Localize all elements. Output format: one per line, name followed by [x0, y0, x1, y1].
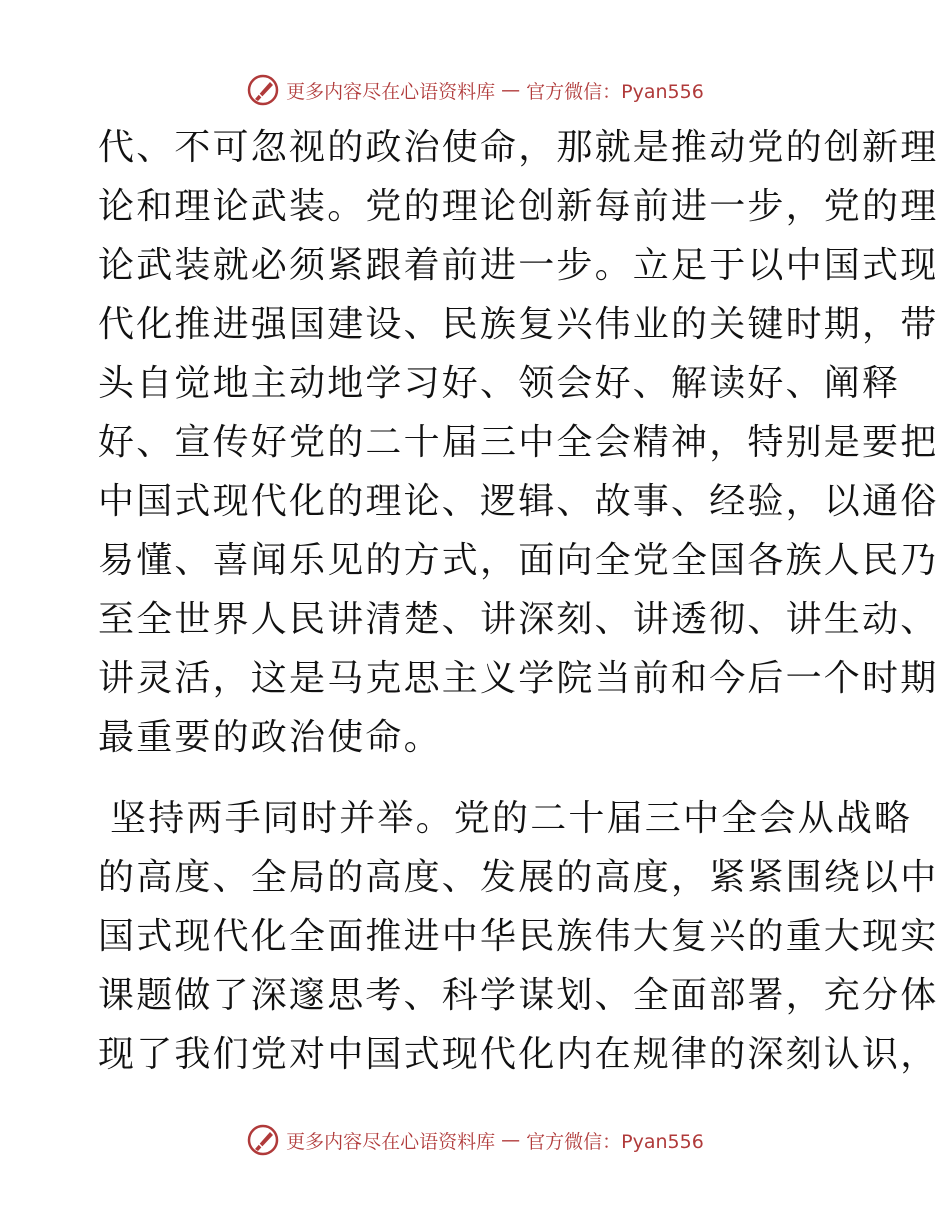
quill-logo-icon [246, 1123, 280, 1157]
paragraph-2 [98, 789, 939, 1084]
text-line: 代化推进强国建设、民族复兴伟业的关键时期，带 [98, 304, 939, 345]
quill-logo-icon [246, 73, 280, 107]
paragraph-spacer [98, 767, 854, 789]
text-line: 至全世界人民讲清楚、讲深刻、讲透彻、讲生动、 [98, 599, 939, 640]
text-line: 头自觉地主动地学习好、领会好、解读好、阐释 [98, 363, 901, 404]
document-body [98, 118, 939, 1084]
text-line: 代、不可忽视的政治使命，那就是推动党的创新理 [98, 127, 939, 168]
paragraph-1 [98, 118, 939, 767]
footer-banner [0, 1120, 950, 1160]
header-banner [0, 70, 950, 110]
text-line: 最重要的政治使命。 [98, 717, 442, 758]
text-line: 好、宣传好党的二十届三中全会精神，特别是要把 [98, 422, 939, 463]
text-line: 课题做了深邃思考、科学谋划、全面部署，充分体 [98, 975, 939, 1016]
text-line: 论武装就必须紧跟着前进一步。立足于以中国式现 [98, 245, 939, 286]
banner-wechat: 官方微信：Pyan556 [526, 1130, 704, 1153]
text-line: 国式现代化全面推进中华民族伟大复兴的重大现实 [98, 916, 939, 957]
banner-separator: — [501, 1129, 521, 1151]
text-line: 论和理论武装。党的理论创新每前进一步，党的理 [98, 186, 939, 227]
banner-text: 更多内容尽在心语资料库 [286, 1130, 496, 1153]
text-line: 现了我们党对中国式现代化内在规律的深刻认识， [98, 1034, 939, 1075]
text-line: 的高度、全局的高度、发展的高度，紧紧围绕以中 [98, 857, 939, 898]
banner-text: 更多内容尽在心语资料库 [286, 80, 496, 103]
text-line: 坚持两手同时并举。党的二十届三中全会从战略 [110, 798, 913, 839]
banner-separator: — [501, 79, 521, 101]
text-line: 中国式现代化的理论、逻辑、故事、经验，以通俗 [98, 481, 939, 522]
text-line: 讲灵活，这是马克思主义学院当前和今后一个时期 [98, 658, 939, 699]
text-line: 易懂、喜闻乐见的方式，面向全党全国各族人民乃 [98, 540, 939, 581]
banner-wechat: 官方微信：Pyan556 [526, 80, 704, 103]
